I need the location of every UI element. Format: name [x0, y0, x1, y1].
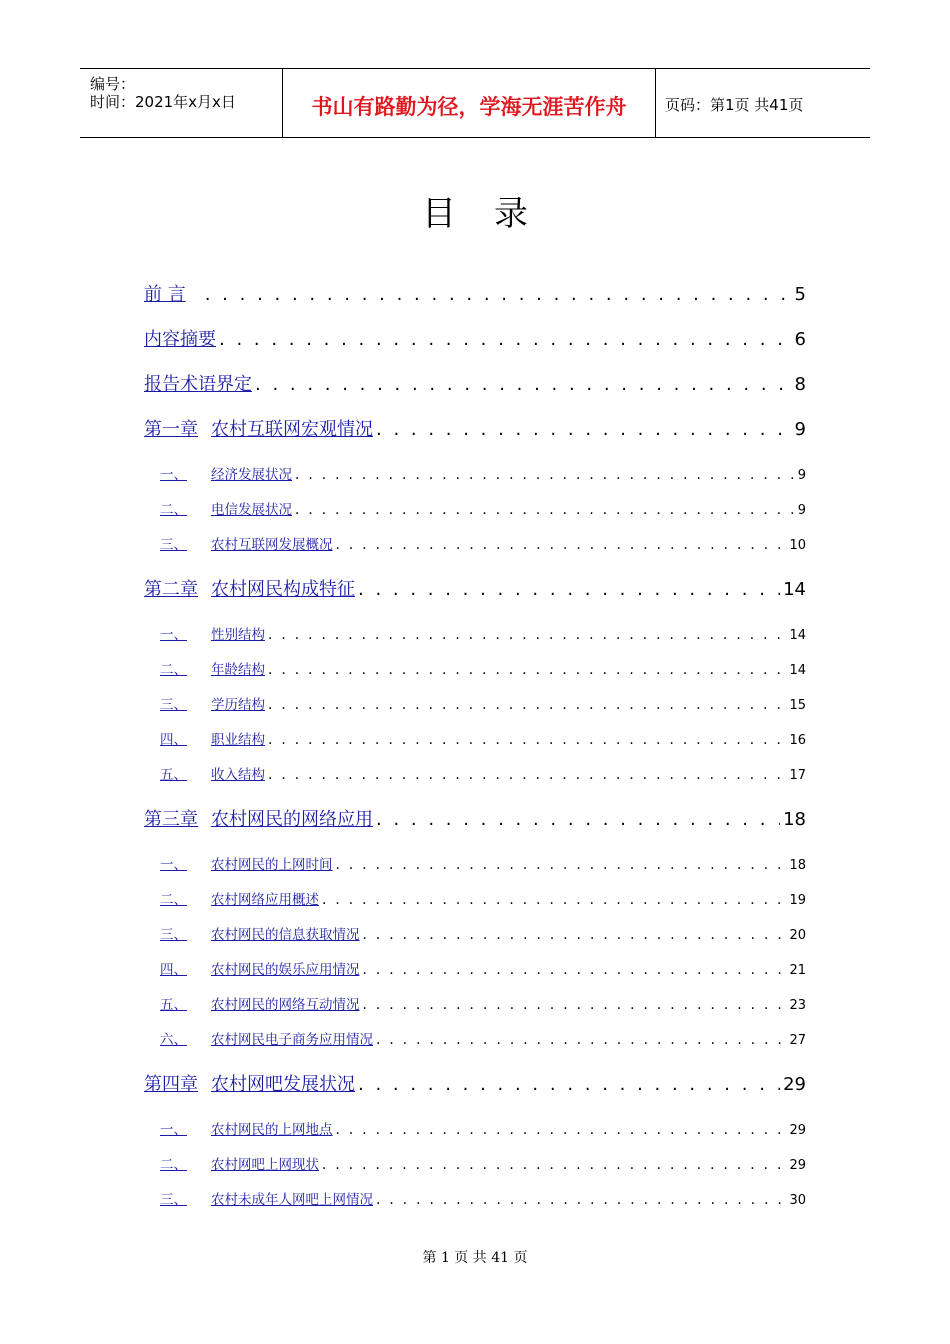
- toc-page-number: 30: [789, 1193, 806, 1208]
- toc-entry[interactable]: [144, 280, 806, 306]
- toc-leader-dots: [295, 467, 795, 483]
- toc-page-number: 23: [789, 998, 806, 1013]
- toc-entry-link[interactable]: [144, 1070, 355, 1096]
- toc-leader-dots: [376, 1032, 786, 1048]
- toc-entry-number[interactable]: 四、: [160, 732, 187, 748]
- toc-entry[interactable]: [144, 370, 806, 396]
- toc-entry-title[interactable]: 农村网民的上网时间: [211, 857, 333, 873]
- toc-entry-number[interactable]: 第一章: [144, 419, 198, 440]
- toc-entry-number[interactable]: 三、: [160, 537, 187, 553]
- toc-entry-title[interactable]: 农村未成年人网吧上网情况: [211, 1192, 373, 1208]
- toc-entry[interactable]: [160, 623, 806, 643]
- toc-entry-number[interactable]: 第二章: [144, 579, 198, 600]
- toc-leader-dots: [376, 419, 792, 440]
- toc-entry[interactable]: [160, 463, 806, 483]
- toc-entry-title[interactable]: 性别结构: [211, 627, 265, 643]
- toc-page-number: 27: [789, 1033, 806, 1048]
- toc-entry-title[interactable]: 农村网民电子商务应用情况: [211, 1032, 373, 1048]
- toc-entry[interactable]: [160, 763, 806, 783]
- toc-entry[interactable]: [160, 1153, 806, 1173]
- toc-entry-link[interactable]: [160, 888, 319, 908]
- toc-leader-dots: [363, 927, 787, 943]
- toc-leader-dots: [363, 997, 787, 1013]
- toc-entry[interactable]: [144, 575, 806, 601]
- toc-entry-number[interactable]: 第四章: [144, 1074, 198, 1095]
- toc-entry-title[interactable]: 农村网民的信息获取情况: [211, 927, 360, 943]
- page-footer: 第 1 页 共 41 页: [422, 1250, 528, 1266]
- toc-entry-title[interactable]: 农村网吧上网现状: [211, 1157, 319, 1173]
- toc-entry-link[interactable]: [160, 923, 360, 943]
- toc-entry-number[interactable]: 前 言: [144, 284, 186, 305]
- toc-leader-dots: [219, 329, 792, 350]
- toc-leader-dots: [322, 1157, 786, 1173]
- toc-page-number: 20: [789, 928, 806, 943]
- toc-leader-dots: [336, 1122, 787, 1138]
- toc-entry-number[interactable]: 一、: [160, 467, 187, 483]
- toc-leader-dots: [268, 697, 786, 713]
- toc-entry-link[interactable]: [160, 958, 360, 978]
- toc-entry-link[interactable]: [144, 805, 373, 831]
- toc-entry-number[interactable]: 五、: [160, 767, 187, 783]
- toc-entry-title[interactable]: 农村互联网宏观情况: [211, 419, 373, 440]
- toc-leader-dots: [322, 892, 786, 908]
- toc-entry-number[interactable]: 一、: [160, 627, 187, 643]
- toc-entry-link[interactable]: [160, 658, 265, 678]
- toc-entry-title[interactable]: 报告术语界定: [144, 374, 252, 395]
- toc-page-number: 14: [783, 579, 806, 600]
- toc-entry[interactable]: [144, 805, 806, 831]
- toc-entry-title[interactable]: 农村网民构成特征: [211, 579, 355, 600]
- toc-leader-dots: [376, 809, 780, 830]
- toc-entry[interactable]: [160, 1118, 806, 1138]
- toc-entry-number[interactable]: 四、: [160, 962, 187, 978]
- toc-entry[interactable]: [160, 498, 806, 518]
- toc-leader-dots: [295, 502, 795, 518]
- toc-entry-title[interactable]: 经济发展状况: [211, 467, 292, 483]
- toc-page-number: 21: [789, 963, 806, 978]
- toc-entry[interactable]: [160, 923, 806, 943]
- toc-entry-link[interactable]: [144, 280, 202, 306]
- toc-leader-dots: [268, 767, 786, 783]
- toc-entry-link[interactable]: [160, 1153, 319, 1173]
- toc-entry-link[interactable]: [160, 463, 292, 483]
- toc-entry-link[interactable]: [160, 763, 265, 783]
- toc-entry-title[interactable]: 农村网民的上网地点: [211, 1122, 333, 1138]
- toc-entry-number[interactable]: 二、: [160, 662, 187, 678]
- toc-entry-link[interactable]: [160, 728, 265, 748]
- toc-leader-dots: [205, 284, 792, 305]
- toc-entry-number[interactable]: 二、: [160, 892, 187, 908]
- toc-leader-dots: [268, 732, 786, 748]
- toc-entry[interactable]: [160, 1188, 806, 1208]
- toc-page-number: 10: [789, 538, 806, 553]
- toc-entry[interactable]: [144, 325, 806, 351]
- toc-entry[interactable]: [160, 993, 806, 1013]
- toc-page-number: 14: [789, 663, 806, 678]
- toc-page-number: 18: [789, 858, 806, 873]
- toc-page-number: 29: [789, 1123, 806, 1138]
- toc-entry-link[interactable]: [160, 1188, 373, 1208]
- toc-page-number: 15: [789, 698, 806, 713]
- toc-entry[interactable]: [144, 415, 806, 441]
- toc-entry-link[interactable]: [144, 370, 252, 396]
- toc-entry-title[interactable]: 收入结构: [211, 767, 265, 783]
- toc-leader-dots: [336, 857, 787, 873]
- toc-entry-title[interactable]: 学历结构: [211, 697, 265, 713]
- toc-entry-link[interactable]: [144, 325, 216, 351]
- toc-entry-number[interactable]: 三、: [160, 697, 187, 713]
- toc-page-number: 29: [789, 1158, 806, 1173]
- toc-page-number: 14: [789, 628, 806, 643]
- toc-entry-number[interactable]: 三、: [160, 927, 187, 943]
- toc-leader-dots: [358, 1074, 780, 1095]
- toc-page-number: 9: [797, 468, 806, 483]
- toc-entry-title[interactable]: 农村网民的娱乐应用情况: [211, 962, 360, 978]
- toc-entry-number[interactable]: 第三章: [144, 809, 198, 830]
- toc-leader-dots: [336, 537, 787, 553]
- toc-entry[interactable]: [160, 693, 806, 713]
- toc-entry-link[interactable]: [160, 693, 265, 713]
- toc-entry-title[interactable]: 内容摘要: [144, 329, 216, 350]
- toc-leader-dots: [358, 579, 780, 600]
- toc-entry[interactable]: [160, 888, 806, 908]
- toc-entry-title[interactable]: 农村网民的网络应用: [211, 809, 373, 830]
- toc-entry-link[interactable]: [144, 415, 373, 441]
- date-label: 时间：2021年x月x日: [90, 93, 236, 111]
- toc-entry-title[interactable]: 农村互联网发展概况: [211, 537, 333, 553]
- toc-leader-dots: [376, 1192, 786, 1208]
- toc-entry[interactable]: [160, 533, 806, 553]
- toc-leader-dots: [268, 662, 786, 678]
- toc-leader-dots: [363, 962, 787, 978]
- toc-page-number: 5: [794, 284, 806, 305]
- toc-page-number: 9: [794, 419, 806, 440]
- toc-entry-number[interactable]: 一、: [160, 857, 187, 873]
- toc-entry-link[interactable]: [160, 993, 360, 1013]
- toc-page-number: 17: [789, 768, 806, 783]
- toc-entry-number[interactable]: 一、: [160, 1122, 187, 1138]
- toc-entry-title[interactable]: 电信发展状况: [211, 502, 292, 518]
- serial-label: 编号：: [90, 75, 136, 93]
- toc-entry-number[interactable]: 二、: [160, 502, 187, 518]
- toc-entry[interactable]: [160, 728, 806, 748]
- toc-entry-link[interactable]: [144, 575, 355, 601]
- toc-entry-number[interactable]: 六、: [160, 1032, 187, 1048]
- toc-leader-dots: [268, 627, 786, 643]
- toc-page-number: 19: [789, 893, 806, 908]
- toc-page-number: 18: [783, 809, 806, 830]
- toc-entry[interactable]: [160, 658, 806, 678]
- toc-entry-link[interactable]: [160, 853, 333, 873]
- toc-entry-title[interactable]: 职业结构: [211, 732, 265, 748]
- toc-entry[interactable]: [160, 958, 806, 978]
- page-info: 页码：第1页 共41页: [665, 96, 804, 114]
- header-info-cell: [80, 69, 282, 137]
- toc-entry-link[interactable]: [160, 1118, 333, 1138]
- toc-entry-link[interactable]: [160, 498, 292, 518]
- toc-entry-link[interactable]: [160, 1028, 373, 1048]
- toc-entry-link[interactable]: [160, 623, 265, 643]
- toc-entry-number[interactable]: 五、: [160, 997, 187, 1013]
- toc-entry-number[interactable]: 三、: [160, 1192, 187, 1208]
- toc-page-number: 6: [794, 329, 806, 350]
- toc-entry-number[interactable]: 二、: [160, 1157, 187, 1173]
- toc-entry-title[interactable]: 农村网民的网络互动情况: [211, 997, 360, 1013]
- toc-entry-title[interactable]: 农村网络应用概述: [211, 892, 319, 908]
- toc-entry-title[interactable]: 农村网吧发展状况: [211, 1074, 355, 1095]
- toc-page-number: 9: [797, 503, 806, 518]
- toc-entry[interactable]: [160, 1028, 806, 1048]
- page-title: 目录: [422, 194, 566, 234]
- toc-page-number: 16: [789, 733, 806, 748]
- toc-entry[interactable]: [160, 853, 806, 873]
- toc-page-number: 29: [783, 1074, 806, 1095]
- motto: 书山有路勤为径，学海无涯苦作舟: [311, 94, 627, 119]
- toc-entry[interactable]: [144, 1070, 806, 1096]
- header-page-cell: [655, 69, 870, 137]
- toc-entry-title[interactable]: 年龄结构: [211, 662, 265, 678]
- toc-entry-link[interactable]: [160, 533, 333, 553]
- header-motto-cell: [282, 69, 656, 137]
- toc-page-number: 8: [794, 374, 806, 395]
- header-table: [80, 68, 870, 138]
- toc-leader-dots: [255, 374, 792, 395]
